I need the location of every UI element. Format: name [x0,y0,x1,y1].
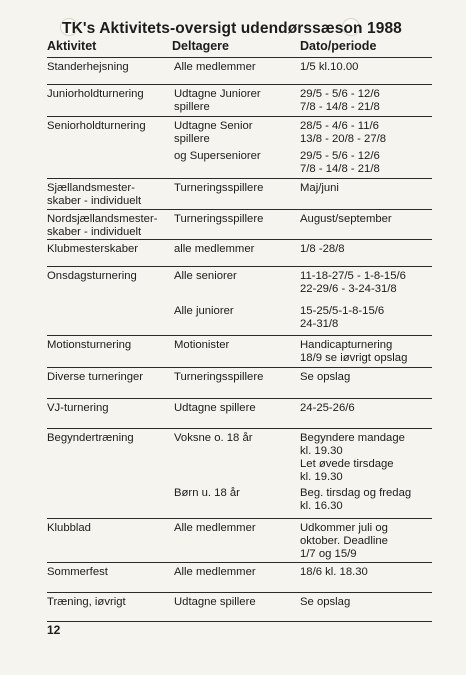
table-row [47,367,432,398]
participants-cell: Alle medlemmer [174,61,256,73]
activity-cell: Træning, iøvrigt [47,596,126,608]
date-cell: 24-25-26/6 [300,402,355,414]
participants-cell: Voksne o. 18 år [174,432,253,444]
table-row [47,147,432,178]
date-cell: Maj/juni [300,182,339,194]
column-header-date: Dato/periode [300,39,377,53]
activity-cell: Nordsjællandsmester- skaber - individuelt [47,213,158,238]
participants-cell: Turneringsspillere [174,371,264,383]
table-row [47,562,432,592]
table-row [47,178,432,209]
date-cell: 29/5 - 5/6 - 12/6 7/8 - 14/8 - 21/8 [300,150,380,175]
activity-cell: VJ-turnering [47,402,109,414]
participants-cell: alle medlemmer [174,243,255,255]
participants-cell: Alle medlemmer [174,522,256,534]
activity-cell: Begyndertræning [47,432,134,444]
activity-cell: Diverse turneringer [47,371,144,383]
participants-cell: Alle medlemmer [174,566,256,578]
date-cell: 15-25/5-1-8-15/6 24-31/8 [300,305,385,330]
page-number: 12 [47,623,61,637]
participants-cell: Udtagne spillere [174,596,256,608]
participants-cell: Turneringsspillere [174,213,264,225]
column-header-activity: Aktivitet [47,39,97,53]
table-row [47,57,432,84]
date-cell: Beg. tirsdag og fredag kl. 16.30 [300,487,412,512]
date-cell: 1/8 -28/8 [300,243,345,255]
participants-cell: og Superseniorer [174,150,261,162]
table-row [47,518,432,562]
table-row [47,239,432,266]
participants-cell: Udtagne Juniorer spillere [174,88,261,113]
activity-cell: Sommerfest [47,566,108,578]
date-cell: Se opslag [300,371,351,383]
activity-cell: Standerhejsning [47,61,129,73]
participants-cell: Udtagne Senior spillere [174,120,253,145]
date-cell: Begyndere mandage kl. 19.30 Let øvede tirsdage kl. 19.30 [300,432,405,483]
participants-cell: Alle juniorer [174,305,234,317]
activity-cell: Seniorholdturnering [47,120,146,132]
table-row [47,302,432,335]
page-title: TK's Aktivitets-oversigt udendørssæson 1988 [62,20,402,37]
participants-cell: Alle seniorer [174,270,237,282]
participants-cell: Udtagne spillere [174,402,256,414]
activity-table [47,57,432,622]
table-row [47,428,432,484]
date-cell: Udkommer juli og oktober. Deadline 1/7 og 15/9 [300,522,388,560]
activity-cell: Onsdagsturnering [47,270,137,282]
table-row [47,592,432,622]
activity-cell: Sjællandsmester- skaber - individuelt [47,182,142,207]
activity-cell: Klubmesterskaber [47,243,139,255]
table-row [47,84,432,116]
date-cell: August/september [300,213,392,225]
participants-cell: Børn u. 18 år [174,487,240,499]
date-cell: 29/5 - 5/6 - 12/6 7/8 - 14/8 - 21/8 [300,88,380,113]
table-row [47,209,432,239]
activity-cell: Juniorholdturnering [47,88,144,100]
participants-cell: Turneringsspillere [174,182,264,194]
activity-cell: Motionsturnering [47,339,132,351]
table-row [47,398,432,428]
date-cell: 11-18-27/5 - 1-8-15/6 22-29/6 - 3-24-31/8 [300,270,406,295]
table-row [47,335,432,367]
participants-cell: Motionister [174,339,230,351]
column-header-participants: Deltagere [172,39,229,53]
date-cell: 28/5 - 4/6 - 11/6 13/8 - 20/8 - 27/8 [300,120,387,145]
table-row [47,484,432,518]
date-cell: 1/5 kl.10.00 [300,61,359,73]
table-row [47,266,432,302]
date-cell: Se opslag [300,596,351,608]
date-cell: 18/6 kl. 18.30 [300,566,368,578]
date-cell: Handicapturnering 18/9 se iøvrigt opslag [300,339,408,364]
activity-cell: Klubblad [47,522,91,534]
table-row [47,116,432,147]
